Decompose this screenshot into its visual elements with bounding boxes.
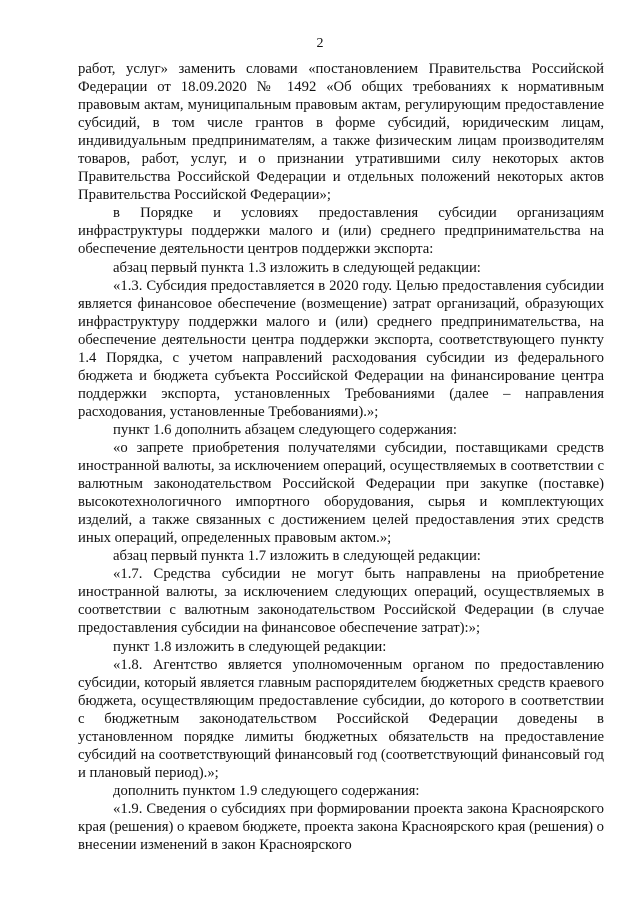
paragraph-amend-1-3: абзац первый пункта 1.3 изложить в следующей редакции: xyxy=(113,259,481,276)
paragraph-amend-1-6: пункт 1.6 дополнить абзацем следующего содержания: xyxy=(113,421,457,438)
paragraph-quote-1-3: «1.3. Субсидия предоставляется в 2020 году. Целью предоставления субсидии является финансовое обеспечение (возмещение) затрат организаций, образующих инфраструктуру поддержки малого и (или) среднего предпринимательства, на обеспечение деятельности центра поддержки экспорта, соответствующего пункту 1.4 Порядка, с учетом направлений расходования субсидии из федерального бюджета и бюджета субъекта Российской Федерации на финансирование центра поддержки экспорта, установленных Требованиями (далее – направления расходования, установленные Требованиями).»; xyxy=(78,277,604,420)
paragraph-quote-1-9: «1.9. Сведения о субсидиях при формировании проекта закона Красноярского края (решения) о краевом бюджете, проекта закона Красноярского края (решения) о внесении изменений в закон Красноярского xyxy=(78,800,604,854)
paragraph-quote-1-8: «1.8. Агентство является уполномоченным органом по предоставлению субсидии, который является главным распорядителем бюджетных средств краевого бюджета, осуществляющим предоставление субсидии, до которого в соответствии с бюджетным законодательством Российской Федерации доведены в установленном порядке лимиты бюджетных обязательств на предоставление субсидий на соответствующий финансовый год (соответствующий финансовый год и плановый период).»; xyxy=(78,656,604,781)
document-body xyxy=(78,60,604,854)
paragraph-amend-1-8: пункт 1.8 изложить в следующей редакции: xyxy=(113,638,387,655)
paragraph-quote-1-7: «1.7. Средства субсидии не могут быть направлены на приобретение иностранной валюты, за исключением следующих операций, осуществляемых в соответствии с валютным законодательством Российской Федерации (в случае предоставления субсидии на финансовое обеспечение затрат):»; xyxy=(78,566,604,637)
paragraph-amend-1-7: абзац первый пункта 1.7 изложить в следующей редакции: xyxy=(113,548,481,565)
paragraph-amend-1-9: дополнить пунктом 1.9 следующего содержания: xyxy=(113,782,420,799)
paragraph-procedure-intro: в Порядке и условиях предоставления субсидии организациям инфраструктуры поддержки малого и (или) среднего предпринимательства на обеспечение деятельности центров поддержки экспорта: xyxy=(78,205,604,258)
paragraph-quote-1-6: «о запрете приобретения получателями субсидии, поставщиками средств иностранной валюты, за исключением операций, осуществляемых в соответствии с валютным законодательством Российской Федерации при закупке (поставке) высокотехнологичного импортного оборудования, сырья и комплектующих изделий, а также связанных с достижением целей предоставления этих средств иных операций, определенных правовым актом.»; xyxy=(78,439,604,547)
paragraph-continuation: работ, услуг» заменить словами «постановлением Правительства Российской Федерации от 18.09.2020 № 1492 «Об общих требованиях к нормативным правовым актам, муниципальным правовым актам, регулирующим предоставление субсидий, в том числе грантов в форме субсидий, юридическим лицам, индивидуальным предпринимателям, а также физическим лицам производителям товаров, работ, услуг, и о признании утратившими силу некоторых актов Правительства Российской Федерации и отдельных положений некоторых актов Правительства Российской Федерации»; xyxy=(78,61,604,204)
page-number: 2 xyxy=(316,36,324,51)
